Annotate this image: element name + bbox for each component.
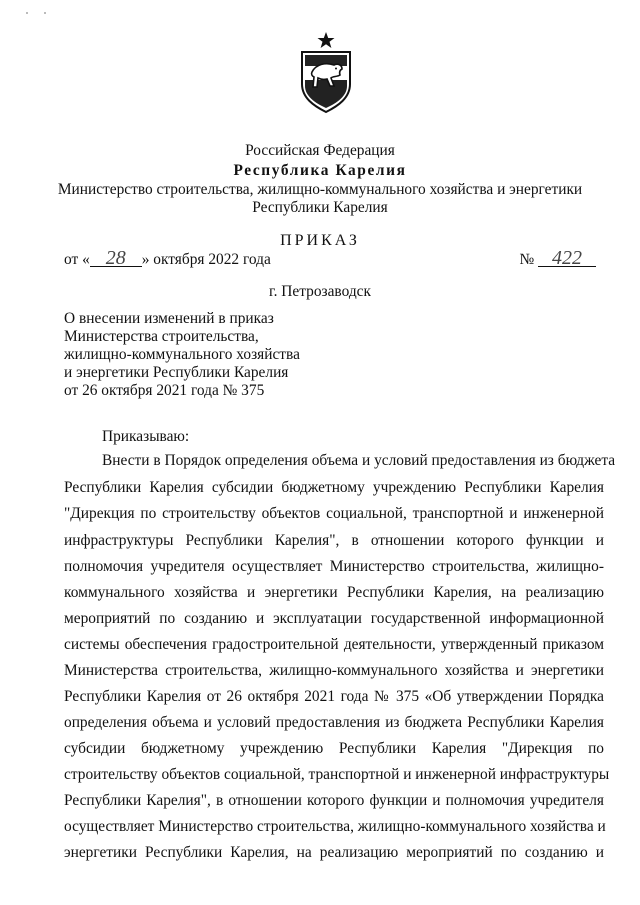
body-line: Внести в Порядок определения объема и условий предоставления из бюджета <box>102 452 616 469</box>
ministry-name-line2: Республики Карелия <box>252 199 388 216</box>
scan-mark <box>26 12 28 14</box>
body-line: Министерства строительства, жилищно-коммунального хозяйства и энергетики <box>64 662 604 679</box>
subject-line: жилищно-коммунального хозяйства <box>64 346 300 363</box>
handwritten-day: 28 <box>90 250 142 267</box>
subject-line: от 26 октября 2021 года № 375 <box>64 382 265 399</box>
subject-line: Министерства строительства, <box>64 328 259 345</box>
body-line: системы обеспечения градостроительной деятельности, утвержденный приказом <box>64 636 604 653</box>
ministry-name-line1: Министерство строительства, жилищно-коммунального хозяйства и энергетики <box>57 181 583 198</box>
body-line: коммунального хозяйства и энергетики Республики Карелия, на реализацию <box>64 584 604 601</box>
body-line: осуществляет Министерство строительства, жилищно-коммунального хозяйства и <box>64 818 606 835</box>
document-subject <box>64 310 364 400</box>
body-line: мероприятий по созданию и эксплуатации государственной информационной <box>64 610 604 627</box>
document-number <box>519 247 596 269</box>
document-type: ПРИКАЗ <box>280 232 360 249</box>
body-line: определения объема и условий предоставления из бюджета Республики Карелия <box>64 714 604 731</box>
body-line: строительству объектов социальной, транспортной и инженерной инфраструктуры <box>64 766 610 783</box>
number-prefix: № <box>519 251 535 268</box>
date-suffix: » октября 2022 года <box>141 251 271 268</box>
body-line: Республики Карелия субсидии бюджетному учреждению Республики Карелия <box>64 479 604 496</box>
order-word: Приказываю: <box>102 428 190 445</box>
republic-name: Республика Карелия <box>233 162 407 179</box>
body-line: Республики Карелия", в отношении которого функции и полномочия учредителя <box>64 792 604 809</box>
country-name: Российская Федерация <box>245 142 395 159</box>
city-name: г. Петрозаводск <box>269 283 371 300</box>
karelia-coat-of-arms-icon <box>296 30 356 114</box>
date-prefix: от « <box>64 251 90 268</box>
subject-line: О внесении изменений в приказ <box>64 310 274 327</box>
body-line: Республики Карелия от 26 октября 2021 года № 375 «Об утверждении Порядка <box>64 688 604 705</box>
body-line: инфраструктуры Республики Карелия", в отношении которого функции и <box>64 532 604 549</box>
body-line: субсидии бюджетному учреждению Республики Карелия "Дирекция по <box>64 740 604 757</box>
body-line: энергетики Республики Карелия, на реализацию мероприятий по созданию и <box>64 844 604 861</box>
scan-mark <box>44 12 46 14</box>
document-date <box>64 247 271 269</box>
handwritten-number: 422 <box>538 250 596 267</box>
body-line: полномочия учредителя осуществляет Министерство строительства, жилищно- <box>64 558 604 575</box>
subject-line: и энергетики Республики Карелия <box>64 364 289 381</box>
body-line: "Дирекция по строительству объектов социальной, транспортной и инженерной <box>64 505 604 522</box>
